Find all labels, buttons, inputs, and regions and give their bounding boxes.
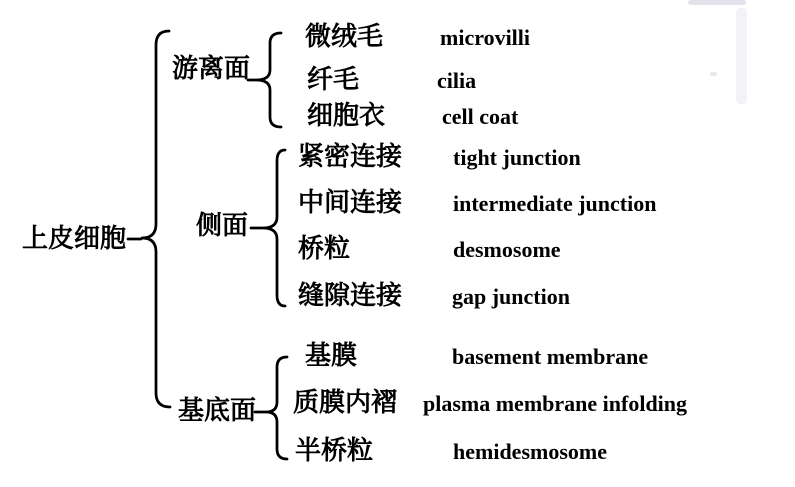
root-brace [142, 31, 170, 407]
group-label-basal-surface: 基底面 [178, 396, 257, 426]
term-cn-basement-membrane: 基膜 [305, 341, 358, 371]
term-en-tight-junction: tight junction [453, 145, 581, 170]
term-en-intermediate-junction: intermediate junction [453, 191, 657, 216]
basal-surface-brace [266, 357, 287, 459]
term-en-basement-membrane: basement membrane [452, 344, 649, 369]
term-cn-hemidesmosome: 半桥粒 [295, 436, 374, 466]
term-en-plasma-membrane-infolding: plasma membrane infolding [423, 391, 688, 416]
term-cn-plasma-membrane-infolding: 质膜内褶 [293, 388, 398, 418]
group-label-lateral-surface: 侧面 [196, 211, 249, 241]
term-cn-intermediate-junction: 中间连接 [298, 188, 403, 218]
term-cn-tight-junction: 紧密连接 [298, 142, 403, 172]
term-cn-cell-coat: 细胞衣 [307, 101, 386, 131]
term-en-desmosome: desmosome [453, 237, 561, 262]
lateral-surface-brace [263, 150, 285, 306]
term-en-hemidesmosome: hemidesmosome [453, 439, 607, 464]
group-label-free-surface: 游离面 [172, 54, 251, 84]
term-en-gap-junction: gap junction [452, 284, 570, 309]
free-surface-brace [256, 33, 281, 127]
root-label: 上皮细胞 [22, 224, 127, 254]
term-cn-cilia: 纤毛 [307, 65, 360, 95]
term-cn-microvilli: 微绒毛 [305, 22, 384, 52]
term-en-microvilli: microvilli [440, 25, 531, 50]
term-en-cell-coat: cell coat [442, 104, 519, 129]
term-en-cilia: cilia [437, 68, 477, 93]
term-cn-gap-junction: 缝隙连接 [298, 281, 403, 311]
term-cn-desmosome: 桥粒 [298, 234, 351, 264]
